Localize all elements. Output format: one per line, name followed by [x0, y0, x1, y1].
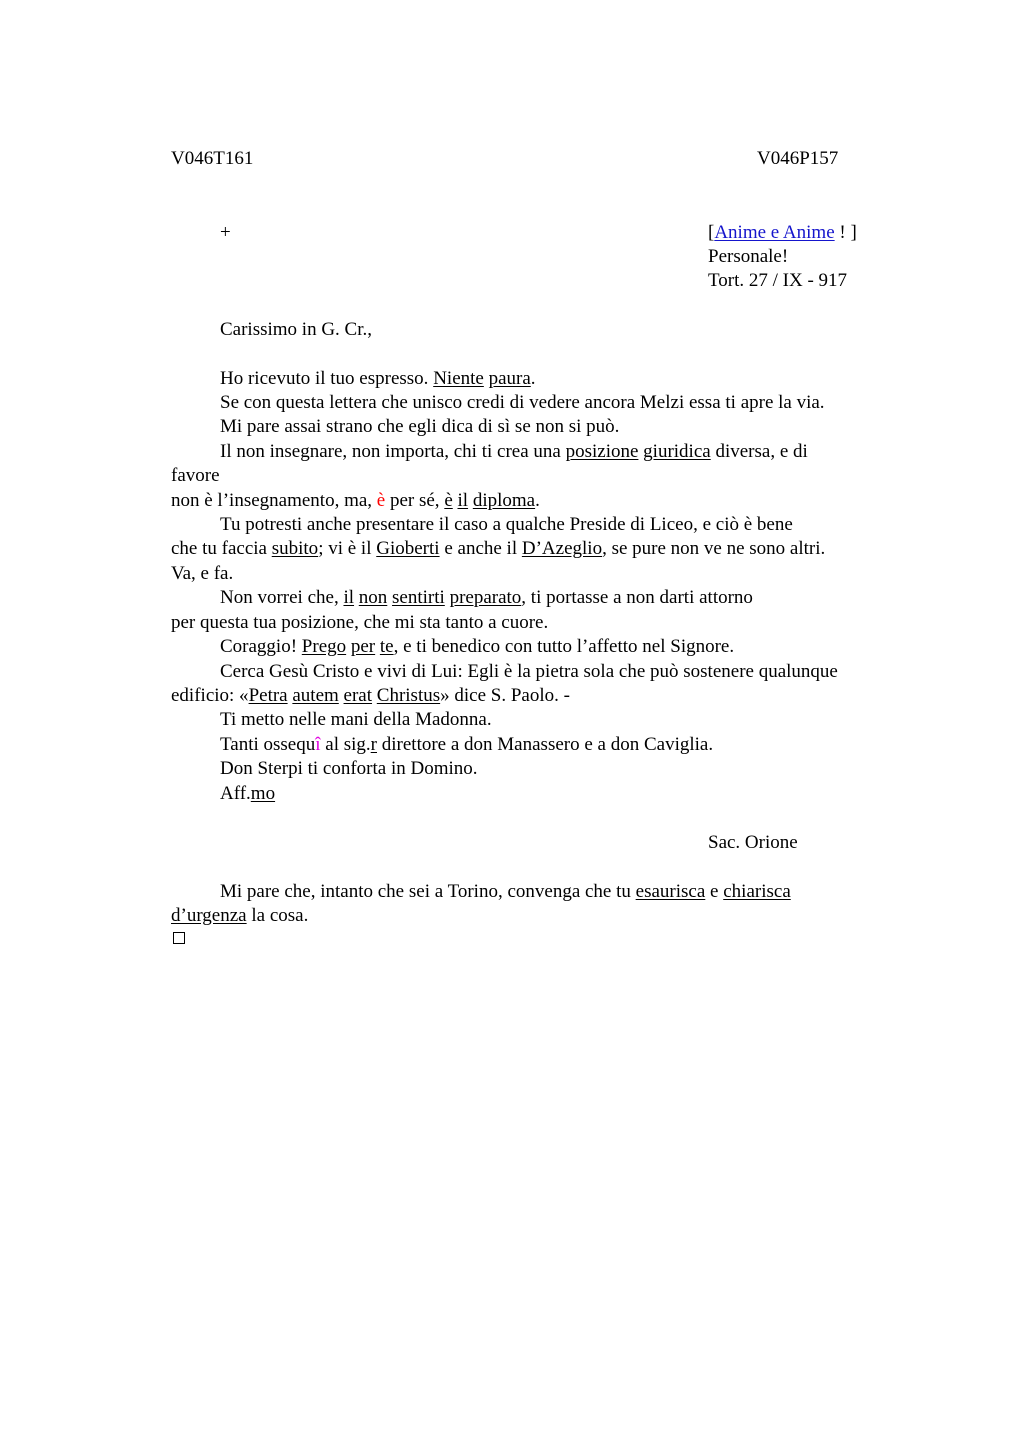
letter-line: favore — [171, 465, 220, 486]
letter-line: Va, e fa. — [171, 563, 234, 584]
letter-line: Tanti ossequî al sig.r direttore a don Manassero e a don Caviglia. — [220, 734, 714, 755]
place-date: Tort. 27 / IX - 917 — [708, 270, 848, 291]
postscript-line: Mi pare che, intanto che sei a Torino, convenga che tu esaurisca e chiarisca — [220, 881, 791, 902]
salutation: Carissimo in G. Cr., — [220, 319, 373, 340]
signature: Sac. Orione — [708, 832, 798, 853]
letter-line: Aff.mo — [220, 783, 276, 804]
letter-line: Se con questa lettera che unisco credi di vedere ancora Melzi essa ti apre la via. — [220, 392, 825, 413]
letter-line: Il non insegnare, non importa, chi ti crea una posizione giuridica diversa, e di — [220, 441, 808, 462]
letter-line: Mi pare assai strano che egli dica di sì se non si può. — [220, 416, 620, 437]
collection-link[interactable]: Anime e Anime — [714, 222, 835, 243]
collection-reference — [708, 221, 857, 245]
corrected-letter: è — [376, 490, 386, 511]
letter-line: edificio: «Petra autem erat Christus» dice S. Paolo. - — [171, 685, 570, 706]
personal-note: Personale! — [708, 246, 789, 267]
cross-mark: + — [220, 222, 231, 243]
letter-line: Tu potresti anche presentare il caso a qualche Preside di Liceo, e ciò è bene — [220, 514, 793, 535]
end-square-icon — [173, 932, 185, 944]
bracket-close: ! ] — [834, 222, 857, 243]
bracket-open: [ — [708, 222, 715, 243]
letter-line: non è l’insegnamento, ma, è per sé, è il diploma. — [171, 490, 540, 511]
postscript-line: d’urgenza la cosa. — [171, 905, 309, 926]
letter-line: Don Sterpi ti conforta in Domino. — [220, 758, 478, 779]
document-code-left: V046T161 — [171, 148, 254, 169]
letter-line: per questa tua posizione, che mi sta tanto a cuore. — [171, 612, 549, 633]
letter-line: Coraggio! Prego per te, e ti benedico con tutto l’affetto nel Signore. — [220, 636, 735, 657]
letter-line: Ho ricevuto il tuo espresso. Niente paura. — [220, 368, 536, 389]
document-code-right: V046P157 — [757, 148, 839, 169]
letter-line: Cerca Gesù Cristo e vivi di Lui: Egli è la pietra sola che può sostenere qualunque — [220, 661, 838, 682]
letter-line: che tu faccia subito; vi è il Gioberti e anche il D’Azeglio, se pure non ve ne sono altri. — [171, 538, 826, 559]
letter-line: Ti metto nelle mani della Madonna. — [220, 709, 492, 730]
letter-line: Non vorrei che, il non sentirti preparato, ti portasse a non darti attorno — [220, 587, 753, 608]
corrected-letter: î — [315, 734, 321, 755]
